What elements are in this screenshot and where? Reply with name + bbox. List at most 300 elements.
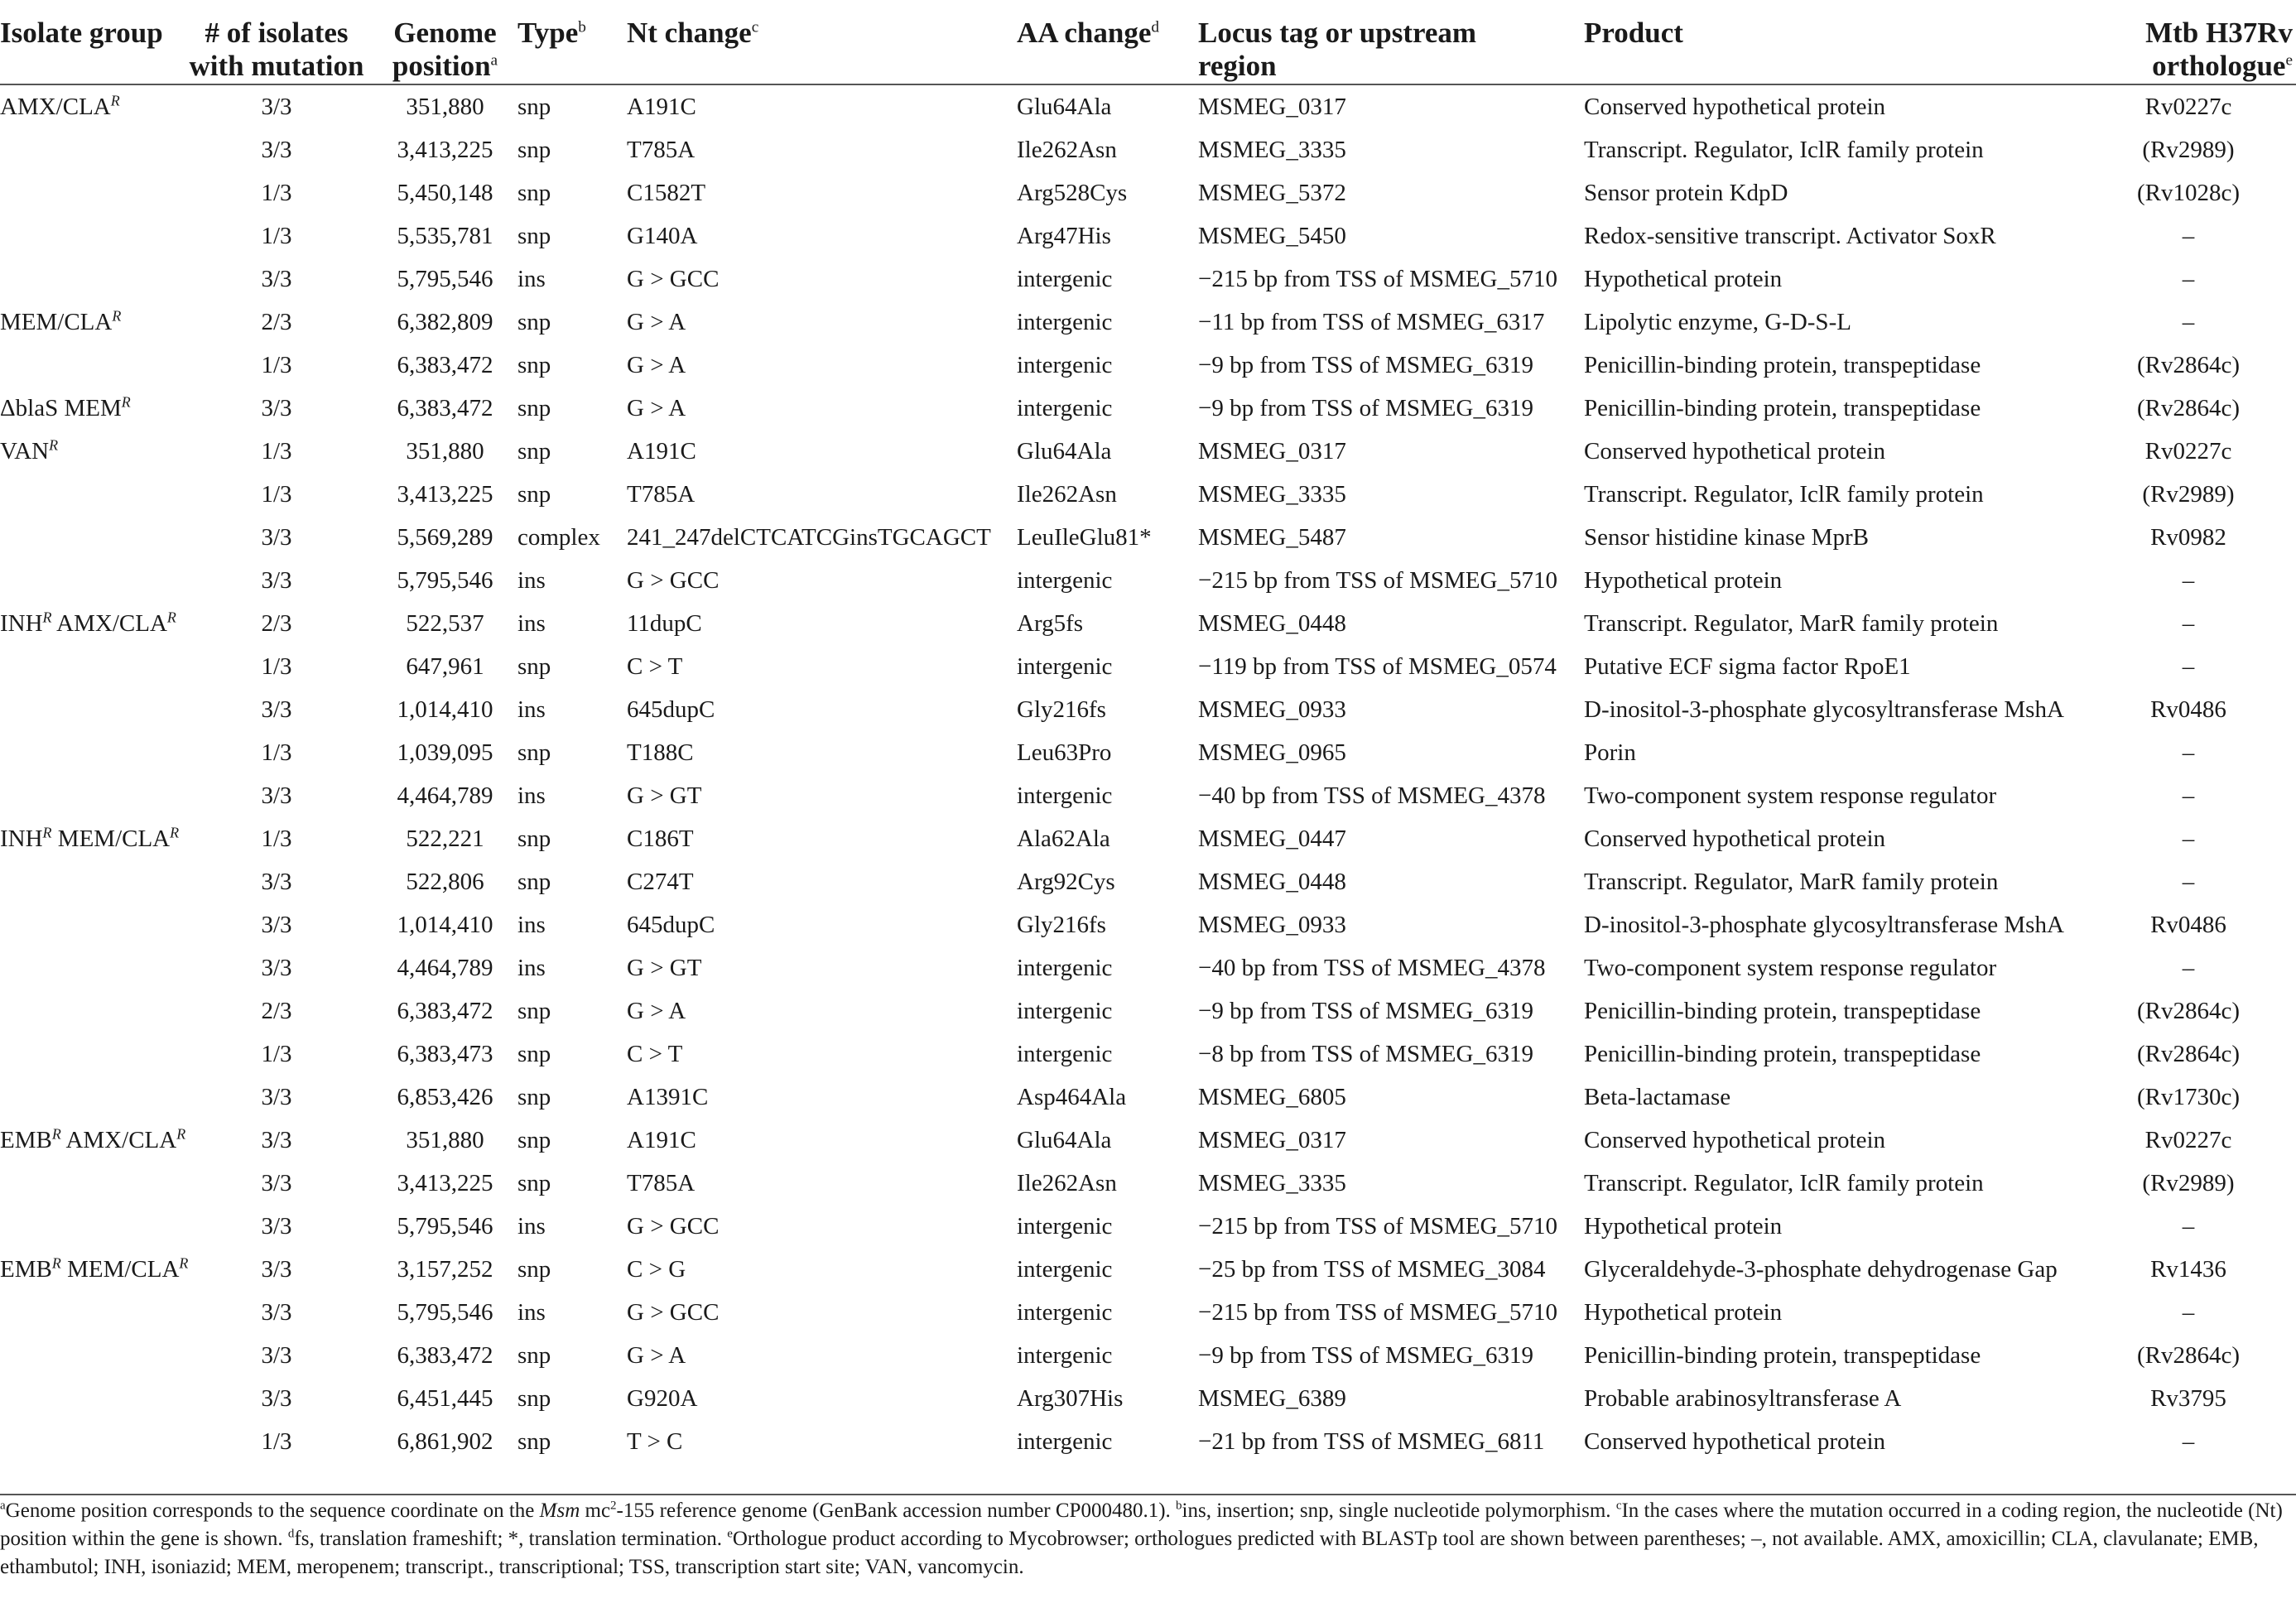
cell-nt-change: G > A [627,395,686,421]
header-genome-position: Genome position$^a$ [373,0,517,84]
cell-aa-change: Arg528Cys [1017,180,1128,206]
cell-aa-change: intergenic [1017,1041,1113,1067]
table-row [0,473,2296,516]
cell-product: Transcript. Regulator, IclR family protein [1584,481,1984,508]
cell-aa-change: Arg92Cys [1017,869,1115,895]
cell-product: Penicillin-binding protein, transpeptidase [1584,395,1981,421]
cell-isolate-group [0,946,181,989]
cell-type: snp [517,998,551,1024]
table-row [0,817,2296,860]
cell-isolates: 1/3 [261,653,292,680]
cell-orthologue: (Rv2989) [2142,137,2235,163]
cell-product: Hypothetical protein [1584,1213,1783,1240]
table-row [0,344,2296,387]
cell-isolate-group [0,1334,181,1377]
table-row [0,258,2296,301]
table-body [0,84,2296,1463]
cell-type: snp [517,1385,551,1412]
cell-locus: −8 bp from TSS of MSMEG_6319 [1198,1041,1533,1067]
cell-isolate-group: $EMB^R$ MEM/$CLA^R$ [0,1254,189,1283]
cell-orthologue: (Rv1730c) [2136,1084,2241,1110]
cell-locus: MSMEG_0317 [1198,1127,1346,1153]
cell-orthologue: (Rv1028c) [2136,180,2241,206]
cell-product: Conserved hypothetical protein [1584,1428,1886,1455]
cell-product: Hypothetical protein [1584,567,1783,594]
cell-genome-position: 3,413,225 [397,137,493,163]
cell-isolate-group [0,516,181,559]
cell-isolates: 3/3 [261,782,292,809]
cell-nt-change: 11dupC [627,610,702,637]
cell-genome-position: 522,806 [406,869,484,895]
cell-aa-change: Ile262Asn [1017,481,1117,508]
cell-orthologue: (Rv2864c) [2136,998,2241,1024]
table-row [0,1420,2296,1463]
cell-orthologue: – [2182,869,2195,895]
cell-genome-position: 4,464,789 [397,782,493,809]
cell-isolate-group [0,171,181,214]
cell-isolate-group: ΔblaS $MEM^R$ [0,393,131,421]
cell-nt-change: G > GCC [627,1299,720,1326]
header-locus: Locus tag or upstream region [1198,0,1584,84]
cell-type: snp [517,438,551,465]
cell-aa-change: intergenic [1017,1299,1113,1326]
cell-locus: −9 bp from TSS of MSMEG_6319 [1198,998,1533,1024]
cell-isolates: 3/3 [261,1213,292,1240]
cell-aa-change: intergenic [1017,782,1113,809]
cell-isolates: 1/3 [261,1428,292,1455]
table-row [0,214,2296,258]
cell-orthologue: Rv0486 [2150,696,2226,723]
cell-locus: −215 bp from TSS of MSMEG_5710 [1198,266,1557,292]
cell-isolate-group: MEM/$CLA^R$ [0,307,122,335]
header-aa-change: AA change$^d$ [1017,0,1198,84]
cell-isolate-group [0,1420,181,1463]
cell-locus: MSMEG_3335 [1198,137,1346,163]
cell-isolate-group [0,1205,181,1248]
cell-aa-change: intergenic [1017,653,1113,680]
cell-isolates: 2/3 [261,610,292,637]
cell-genome-position: 5,569,289 [397,524,493,551]
cell-isolate-group [0,258,181,301]
cell-genome-position: 6,451,445 [397,1385,493,1412]
cell-isolates: 3/3 [261,1342,292,1369]
table-row [0,688,2296,731]
table-row [0,84,2296,128]
cell-locus: MSMEG_0447 [1198,826,1346,852]
cell-isolates: 3/3 [261,1299,292,1326]
cell-isolates: 1/3 [261,1041,292,1067]
cell-product: Transcript. Regulator, MarR family protein [1584,610,1999,637]
cell-type: snp [517,1428,551,1455]
cell-orthologue: (Rv2864c) [2136,1041,2241,1067]
cell-orthologue: – [2182,1299,2195,1326]
cell-isolates: 3/3 [261,696,292,723]
table-row [0,1205,2296,1248]
cell-aa-change: intergenic [1017,567,1113,594]
cell-orthologue: Rv1436 [2150,1256,2226,1283]
cell-orthologue: Rv0227c [2144,438,2232,465]
table-row [0,1162,2296,1205]
cell-isolate-group: $INH^R$ AMX/$CLA^R$ [0,609,176,637]
cell-type: snp [517,1084,551,1110]
cell-isolates: 3/3 [261,137,292,163]
cell-type: ins [517,567,546,594]
cell-product: Sensor histidine kinase MprB [1584,524,1869,551]
cell-genome-position: 3,157,252 [397,1256,493,1283]
cell-isolates: 3/3 [261,955,292,981]
cell-locus: −215 bp from TSS of MSMEG_5710 [1198,1213,1557,1240]
cell-orthologue: – [2182,266,2195,292]
cell-aa-change: intergenic [1017,998,1113,1024]
cell-type: ins [517,1213,546,1240]
cell-isolates: 1/3 [261,739,292,766]
cell-isolates: 2/3 [261,309,292,335]
table-row [0,903,2296,946]
cell-locus: MSMEG_5372 [1198,180,1346,206]
cell-isolates: 3/3 [261,1256,292,1283]
cell-isolates: 3/3 [261,524,292,551]
cell-product: Hypothetical protein [1584,266,1783,292]
cell-nt-change: G > GT [627,782,702,809]
cell-genome-position: 522,221 [406,826,484,852]
cell-locus: −9 bp from TSS of MSMEG_6319 [1198,1342,1533,1369]
cell-nt-change: G > A [627,309,686,335]
cell-type: snp [517,1041,551,1067]
cell-nt-change: C > T [627,1041,683,1067]
cell-isolate-group [0,1033,181,1076]
cell-aa-change: Glu64Ala [1017,1127,1112,1153]
cell-type: snp [517,94,551,120]
cell-product: Probable arabinosyltransferase A [1584,1385,1902,1412]
cell-isolates: 1/3 [261,180,292,206]
cell-nt-change: C > G [627,1256,686,1283]
cell-type: snp [517,180,551,206]
cell-product: D-inositol-3-phosphate glycosyltransferase MshA [1584,912,2064,938]
cell-genome-position: 351,880 [406,94,484,120]
header-orthologue: Mtb H37Rv orthologue$^e$ [2081,0,2296,84]
cell-locus: MSMEG_0317 [1198,94,1346,120]
cell-nt-change: T > C [627,1428,683,1455]
cell-isolate-group [0,473,181,516]
cell-genome-position: 6,383,472 [397,998,493,1024]
cell-isolate-group [0,903,181,946]
cell-type: snp [517,352,551,378]
cell-aa-change: Arg307His [1017,1385,1124,1412]
cell-genome-position: 1,014,410 [397,912,493,938]
cell-isolates: 3/3 [261,567,292,594]
cell-product: Porin [1584,739,1636,766]
cell-nt-change: A191C [627,94,696,120]
cell-genome-position: 6,383,473 [397,1041,493,1067]
cell-type: snp [517,1342,551,1369]
cell-orthologue: (Rv2989) [2142,1170,2235,1196]
cell-isolate-group [0,731,181,774]
cell-aa-change: intergenic [1017,309,1113,335]
table-row [0,128,2296,171]
header-isolates-count: # of isolates with mutation [181,0,373,84]
cell-nt-change: T188C [627,739,694,766]
cell-type: ins [517,266,546,292]
cell-nt-change: C > T [627,653,683,680]
cell-product: Penicillin-binding protein, transpeptidase [1584,352,1981,378]
cell-product: Penicillin-binding protein, transpeptidase [1584,1342,1981,1369]
cell-locus: MSMEG_5487 [1198,524,1346,551]
table-row [0,559,2296,602]
cell-type: snp [517,869,551,895]
table-row [0,645,2296,688]
cell-product: Conserved hypothetical protein [1584,826,1886,852]
cell-genome-position: 6,853,426 [397,1084,493,1110]
cell-type: snp [517,1127,551,1153]
cell-isolate-group: AMX/$CLA^R$ [0,92,120,120]
cell-type: ins [517,912,546,938]
cell-aa-change: LeuIleGlu81* [1017,524,1152,551]
cell-isolates: 3/3 [261,1385,292,1412]
cell-nt-change: T785A [627,481,696,508]
cell-locus: −119 bp from TSS of MSMEG_0574 [1198,653,1557,680]
cell-orthologue: – [2182,739,2195,766]
cell-aa-change: intergenic [1017,1342,1113,1369]
cell-orthologue: (Rv2864c) [2136,395,2241,421]
cell-genome-position: 3,413,225 [397,481,493,508]
cell-genome-position: 4,464,789 [397,955,493,981]
cell-orthologue: (Rv2864c) [2136,1342,2241,1369]
cell-nt-change: G920A [627,1385,698,1412]
cell-genome-position: 5,795,546 [397,266,493,292]
cell-aa-change: Arg47His [1017,223,1111,249]
cell-type: snp [517,739,551,766]
cell-isolate-group [0,559,181,602]
cell-nt-change: G > GCC [627,567,720,594]
cell-aa-change: intergenic [1017,1428,1113,1455]
cell-locus: MSMEG_0448 [1198,610,1346,637]
cell-aa-change: intergenic [1017,1256,1113,1283]
cell-isolate-group [0,1291,181,1334]
cell-aa-change: Gly216fs [1017,696,1106,723]
cell-isolate-group [0,344,181,387]
cell-product: Two-component system response regulator [1584,955,1997,981]
cell-orthologue: (Rv2864c) [2136,352,2241,378]
cell-locus: −40 bp from TSS of MSMEG_4378 [1198,955,1546,981]
cell-nt-change: C274T [627,869,694,895]
header-type: Type$^b$ [517,0,627,84]
table-row [0,171,2296,214]
cell-isolate-group [0,860,181,903]
cell-nt-change: G > A [627,998,686,1024]
cell-genome-position: 6,861,902 [397,1428,493,1455]
cell-orthologue: – [2182,610,2195,637]
table-footnote: $^a$Genome position corresponds to the sequence coordinate on the Msm $mc^2-155$ reference genome (GenBank accession number CP000480.1). $^b$ins, insertion; snp, single nucleotide polymorphism. $^c$In the cases where the mutation occurred in a coding region, the nucleotide (Nt) position within the gene is shown. $^d$fs, translation frameshift; *, translation termination. $^e$Orthologue product according to Mycobrowser; orthologues predicted with BLASTp tool are shown between parentheses; –, not available. AMX, amoxicillin; CLA, clavulanate; EMB, ethambutol; INH, isoniazid; MEM, meropenem; transcript., transcriptional; TSS, transcription start site; VAN, vancomycin. [0,1499,2283,1578]
cell-product: Conserved hypothetical protein [1584,1127,1886,1153]
cell-isolate-group [0,774,181,817]
table-row [0,1334,2296,1377]
cell-isolate-group [0,1162,181,1205]
cell-aa-change: Asp464Ala [1017,1084,1127,1110]
cell-locus: −25 bp from TSS of MSMEG_3084 [1198,1256,1546,1283]
cell-genome-position: 522,537 [406,610,484,637]
cell-genome-position: 1,039,095 [397,739,493,766]
cell-isolates: 3/3 [261,266,292,292]
cell-isolates: 1/3 [261,826,292,852]
cell-orthologue: – [2182,223,2195,249]
cell-nt-change: A1391C [627,1084,709,1110]
cell-locus: −11 bp from TSS of MSMEG_6317 [1198,309,1545,335]
cell-aa-change: Ala62Ala [1017,826,1110,852]
cell-aa-change: intergenic [1017,1213,1113,1240]
cell-type: snp [517,653,551,680]
cell-aa-change: intergenic [1017,955,1113,981]
cell-nt-change: T785A [627,137,696,163]
cell-orthologue: Rv3795 [2150,1385,2226,1412]
cell-nt-change: C186T [627,826,694,852]
cell-genome-position: 6,383,472 [397,1342,493,1369]
cell-type: snp [517,1256,551,1283]
cell-locus: −40 bp from TSS of MSMEG_4378 [1198,782,1546,809]
header-product: Product [1584,0,2081,84]
cell-nt-change: 645dupC [627,696,715,723]
cell-product: Conserved hypothetical protein [1584,438,1886,465]
cell-locus: MSMEG_6389 [1198,1385,1346,1412]
cell-genome-position: 5,535,781 [397,223,493,249]
cell-locus: −215 bp from TSS of MSMEG_5710 [1198,567,1557,594]
cell-product: Hypothetical protein [1584,1299,1783,1326]
cell-nt-change: A191C [627,1127,696,1153]
cell-genome-position: 5,795,546 [397,1213,493,1240]
cell-locus: MSMEG_0965 [1198,739,1346,766]
cell-genome-position: 5,795,546 [397,1299,493,1326]
cell-isolates: 3/3 [261,869,292,895]
cell-isolate-group: $VAN^R$ [0,436,59,465]
cell-type: snp [517,309,551,335]
cell-orthologue: Rv0982 [2150,524,2226,551]
cell-genome-position: 6,383,472 [397,352,493,378]
cell-locus: MSMEG_3335 [1198,481,1346,508]
table-row [0,946,2296,989]
cell-nt-change: C1582T [627,180,706,206]
cell-locus: −21 bp from TSS of MSMEG_6811 [1198,1428,1545,1455]
cell-product: Penicillin-binding protein, transpeptidase [1584,1041,1981,1067]
table-row [0,1119,2296,1162]
table-row [0,1033,2296,1076]
cell-isolates: 1/3 [261,438,292,465]
cell-aa-change: Ile262Asn [1017,1170,1117,1196]
cell-locus: −215 bp from TSS of MSMEG_5710 [1198,1299,1557,1326]
table-row [0,387,2296,430]
cell-product: Penicillin-binding protein, transpeptidase [1584,998,1981,1024]
cell-product: Redox-sensitive transcript. Activator SoxR [1584,223,1996,249]
cell-product: Transcript. Regulator, MarR family protein [1584,869,1999,895]
cell-type: complex [517,524,600,551]
cell-product: Lipolytic enzyme, G-D-S-L [1584,309,1851,335]
cell-aa-change: intergenic [1017,395,1113,421]
table-row [0,731,2296,774]
cell-product: Two-component system response regulator [1584,782,1997,809]
cell-locus: MSMEG_0317 [1198,438,1346,465]
cell-aa-change: Glu64Ala [1017,94,1112,120]
cell-type: ins [517,696,546,723]
cell-genome-position: 3,413,225 [397,1170,493,1196]
table-row [0,774,2296,817]
cell-isolate-group [0,1377,181,1420]
table-row [0,301,2296,344]
table-row [0,430,2296,473]
cell-isolates: 3/3 [261,1127,292,1153]
cell-nt-change: G > GT [627,955,702,981]
cell-type: snp [517,826,551,852]
cell-aa-change: intergenic [1017,352,1113,378]
cell-product: Transcript. Regulator, IclR family protein [1584,1170,1984,1196]
cell-orthologue: Rv0227c [2144,94,2232,120]
table-row [0,1076,2296,1119]
cell-product: Glyceraldehyde-3-phosphate dehydrogenase Gap [1584,1256,2058,1283]
cell-type: snp [517,395,551,421]
cell-aa-change: Ile262Asn [1017,137,1117,163]
cell-nt-change: G > A [627,352,686,378]
cell-type: snp [517,137,551,163]
cell-aa-change: Glu64Ala [1017,438,1112,465]
header-isolate-group: Isolate group [0,0,181,84]
table-row [0,1248,2296,1291]
cell-nt-change: G > A [627,1342,686,1369]
cell-product: Beta-lactamase [1584,1084,1731,1110]
cell-product: Transcript. Regulator, IclR family protein [1584,137,1984,163]
cell-type: snp [517,223,551,249]
cell-orthologue: – [2182,653,2195,680]
cell-genome-position: 6,382,809 [397,309,493,335]
cell-product: Conserved hypothetical protein [1584,94,1886,120]
cell-product: D-inositol-3-phosphate glycosyltransferase MshA [1584,696,2064,723]
cell-orthologue: – [2182,309,2195,335]
cell-aa-change: Gly216fs [1017,912,1106,938]
cell-orthologue: Rv0486 [2150,912,2226,938]
cell-orthologue: – [2182,1213,2195,1240]
table-row [0,602,2296,645]
cell-genome-position: 647,961 [406,653,484,680]
cell-orthologue: Rv0227c [2144,1127,2232,1153]
cell-nt-change: G140A [627,223,698,249]
cell-isolates: 3/3 [261,1170,292,1196]
cell-locus: MSMEG_0448 [1198,869,1346,895]
cell-orthologue: – [2182,955,2195,981]
cell-type: ins [517,610,546,637]
cell-isolate-group [0,214,181,258]
cell-locus: MSMEG_0933 [1198,696,1346,723]
cell-orthologue: – [2182,826,2195,852]
cell-nt-change: 241_247delCTCATCGinsTGCAGCT [627,524,991,551]
table-row [0,1291,2296,1334]
cell-orthologue: – [2182,782,2195,809]
cell-locus: MSMEG_6805 [1198,1084,1346,1110]
cell-isolate-group [0,128,181,171]
cell-nt-change: A191C [627,438,696,465]
cell-aa-change: Leu63Pro [1017,739,1112,766]
cell-genome-position: 5,450,148 [397,180,493,206]
cell-type: ins [517,1299,546,1326]
cell-isolate-group [0,688,181,731]
header-row [0,0,2296,84]
cell-isolates: 1/3 [261,352,292,378]
table-row [0,516,2296,559]
cell-isolate-group: $EMB^R$ AMX/$CLA^R$ [0,1125,186,1153]
cell-nt-change: T785A [627,1170,696,1196]
cell-type: snp [517,481,551,508]
cell-orthologue: – [2182,1428,2195,1455]
cell-locus: −9 bp from TSS of MSMEG_6319 [1198,352,1533,378]
cell-isolates: 3/3 [261,94,292,120]
table-row [0,860,2296,903]
table-row [0,1377,2296,1420]
cell-orthologue: – [2182,567,2195,594]
